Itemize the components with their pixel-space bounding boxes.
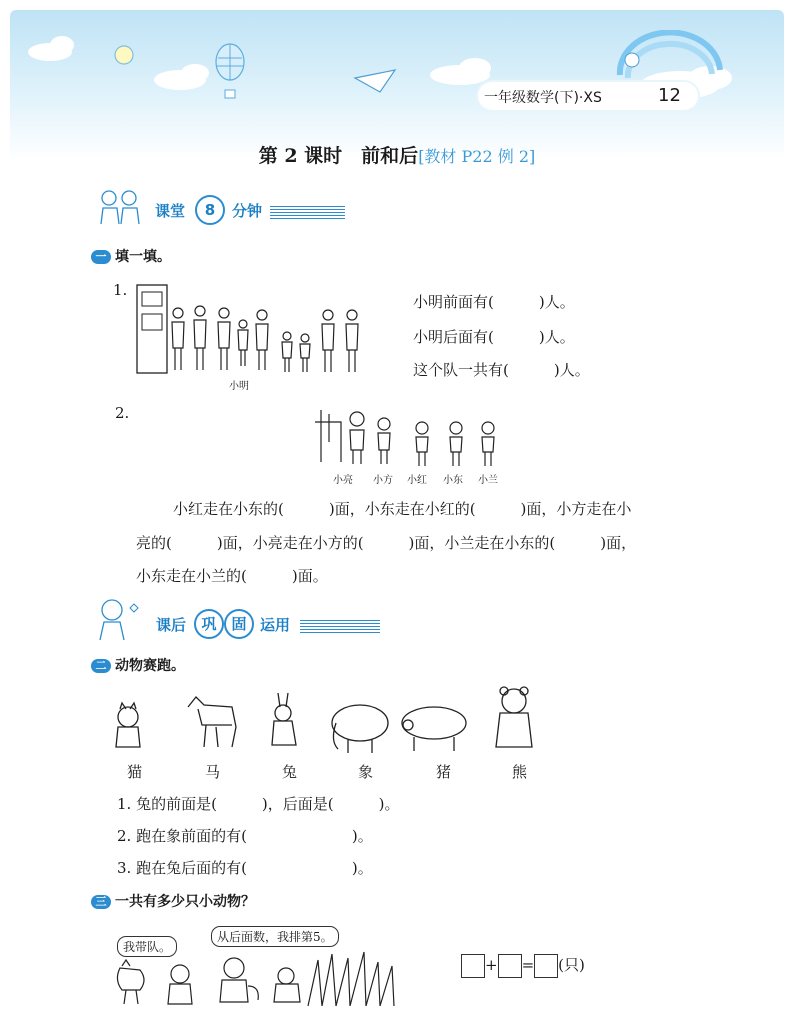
q1-p2-line-1: 小红走在小东的( )面，小东走在小红的( )面，小方走在小 <box>173 500 632 518</box>
book-title: 一年级数学(下)·XS <box>484 90 602 106</box>
section-label-a: 课堂 <box>155 202 186 220</box>
q1-title: 填一填。 <box>115 249 171 265</box>
child-name-1: 小亮 <box>333 475 353 486</box>
section-lines <box>270 206 345 220</box>
horse-icon <box>188 697 236 747</box>
kids-icon <box>95 188 150 228</box>
speech-bubble-1: 我带队。 <box>117 936 177 957</box>
animal-name-elephant: 象 <box>358 763 374 781</box>
cat-icon <box>116 703 140 747</box>
rooster-icon <box>117 960 144 1004</box>
q3-title: 一共有多少只小动物？ <box>115 894 255 910</box>
plus-sign: + <box>485 956 498 974</box>
page-number: 12 <box>658 85 681 106</box>
section-banner-after-class <box>90 610 380 636</box>
section2-label-a: 课后 <box>156 616 187 634</box>
q1-p2-line-3: 小东走在小兰的( )面。 <box>136 567 328 585</box>
monkey-icon <box>220 958 258 1002</box>
equals-sign: = <box>521 956 535 974</box>
rabbit-icon <box>272 693 296 745</box>
q1-p1-line-3: 这个队一共有( )人。 <box>413 361 590 379</box>
animal-name-bear: 熊 <box>512 763 528 781</box>
section-banner-class <box>95 198 345 224</box>
person-label: 小明 <box>229 381 249 392</box>
section2-circle-1: 巩 <box>194 609 224 639</box>
animal-line-illustration <box>108 950 398 1010</box>
q2-line-1: 1. 兔的前面是( )，后面是( )。 <box>117 795 400 813</box>
section2-lines <box>300 620 380 634</box>
unit-label: (只) <box>558 956 585 974</box>
animal-name-cat: 猫 <box>127 763 143 781</box>
child-name-4: 小东 <box>443 475 463 486</box>
child-name-5: 小兰 <box>478 475 498 486</box>
section-label-circle: 8 <box>195 195 225 225</box>
section-label-c: 分钟 <box>232 202 263 220</box>
animal-name-horse: 马 <box>205 763 221 781</box>
q2-title: 动物赛跑。 <box>115 658 185 674</box>
section2-circle-2: 固 <box>224 609 254 639</box>
q1-p1-index: 1. <box>113 281 128 299</box>
answer-box-2[interactable] <box>498 954 522 978</box>
equation <box>461 954 585 978</box>
q1-p2-line-2: 亮的( )面，小亮走在小方的( )面，小兰走在小东的( )面， <box>136 534 637 552</box>
girl-icon <box>90 596 150 642</box>
lesson-reference: [教材 P22 例 2] <box>418 147 536 166</box>
chick-icon <box>274 968 300 1002</box>
elephant-icon <box>332 705 388 753</box>
answer-box-1[interactable] <box>461 954 485 978</box>
q1-p1-line-2: 小明后面有( )人。 <box>413 328 575 346</box>
answer-box-3[interactable] <box>534 954 558 978</box>
q3-number: 三 <box>91 895 111 909</box>
pig-icon <box>402 707 466 751</box>
queue-illustration <box>132 280 377 380</box>
child-name-3: 小红 <box>407 475 427 486</box>
lesson-title-text: 第 2 课时 前和后 <box>258 145 419 167</box>
book-badge <box>478 82 698 110</box>
animals-illustration <box>110 685 560 757</box>
q2-line-3: 3. 跑在兔后面的有( )。 <box>117 859 373 877</box>
grass-icon <box>308 952 394 1006</box>
q1-p2-index: 2. <box>115 404 130 422</box>
fox-icon <box>168 965 192 1004</box>
animal-name-pig: 猪 <box>436 763 452 781</box>
children-illustration <box>311 402 511 470</box>
speech-bubble-2: 从后面数，我排第5。 <box>211 926 339 947</box>
q1-p1-line-1: 小明前面有( )人。 <box>413 293 575 311</box>
bear-icon <box>496 687 532 747</box>
child-name-2: 小方 <box>373 475 393 486</box>
q1-heading <box>91 246 171 266</box>
q2-number: 二 <box>91 659 111 673</box>
animal-name-rabbit: 兔 <box>282 763 298 781</box>
q1-number: 一 <box>91 250 111 264</box>
q2-heading <box>91 655 185 675</box>
lesson-title <box>0 141 794 168</box>
q2-line-2: 2. 跑在象前面的有( )。 <box>117 827 373 845</box>
q3-heading <box>91 891 255 911</box>
section2-label-d: 运用 <box>260 616 291 634</box>
